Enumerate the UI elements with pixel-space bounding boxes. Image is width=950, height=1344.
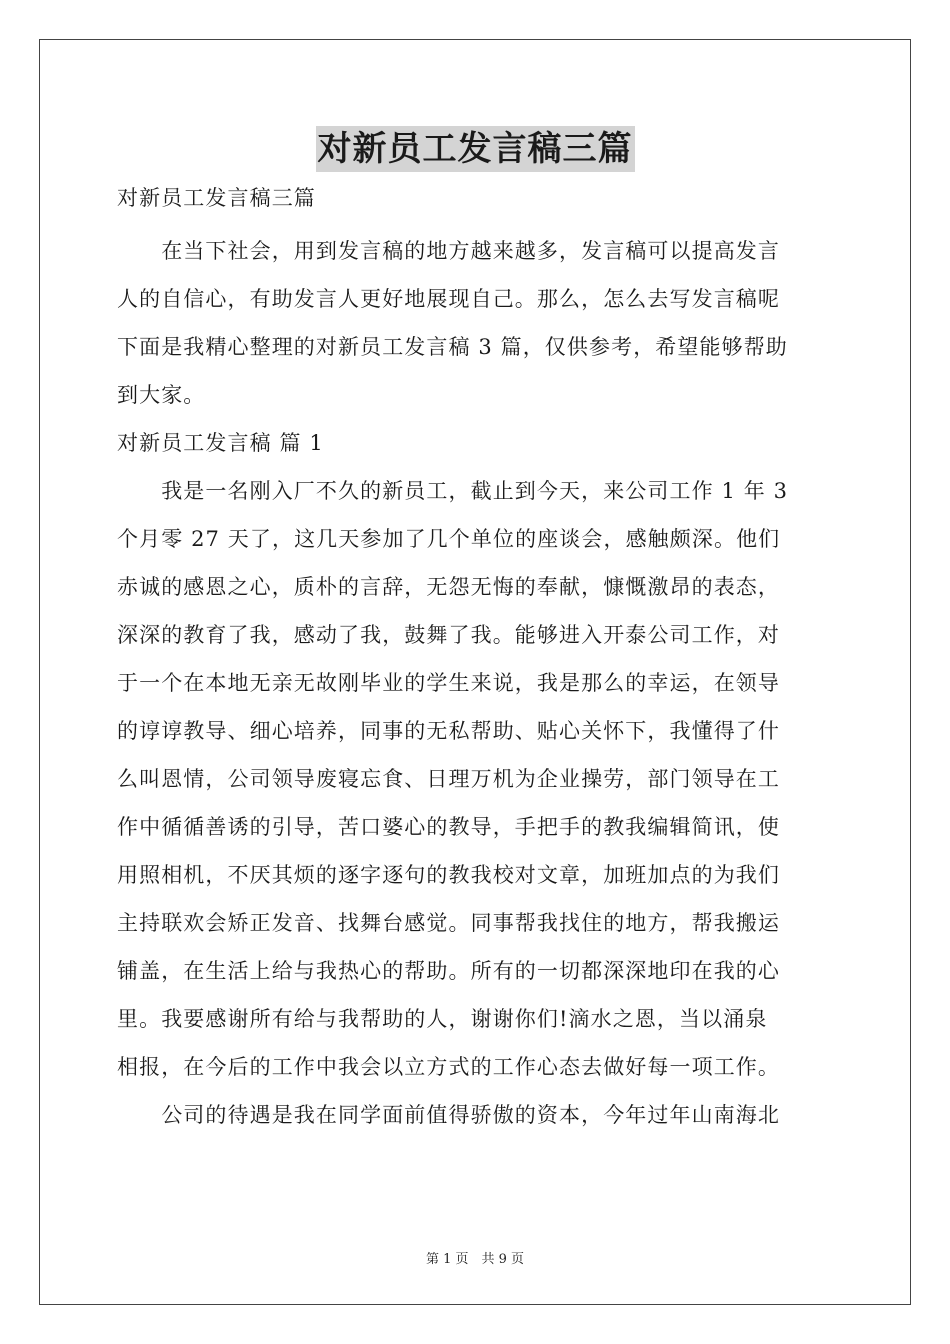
text-line: 铺盖，在生活上给与我热心的帮助。所有的一切都深深地印在我的心 [117, 959, 780, 983]
text-line: 相报，在今后的工作中我会以立方式的工作心态去做好每一项工作。 [117, 1055, 780, 1079]
text-line: 里。我要感谢所有给与我帮助的人，谢谢你们!滴水之恩，当以涌泉 [117, 1007, 768, 1031]
text-line: 作中循循善诱的引导，苦口婆心的教导，手把手的教我编辑简讯，使 [117, 815, 780, 839]
text-line: 下面是我精心整理的对新员工发言稿 3 篇，仅供参考，希望能够帮助 [117, 335, 788, 359]
section-heading: 对新员工发言稿 篇 1 [117, 431, 324, 455]
text-line: 么叫恩情，公司领导废寝忘食、日理万机为企业操劳，部门领导在工 [117, 767, 780, 791]
document-subtitle: 对新员工发言稿三篇 [117, 186, 316, 210]
intro-paragraph [117, 227, 837, 419]
text-line: 赤诚的感恩之心，质朴的言辞，无怨无悔的奉献，慷慨激昂的表态， [117, 575, 780, 599]
document-title: 对新员工发言稿三篇 [316, 126, 635, 172]
text-line: 主持联欢会矫正发音、找舞台感觉。同事帮我找住的地方，帮我搬运 [117, 911, 780, 935]
text-line: 在当下社会，用到发言稿的地方越来越多，发言稿可以提高发言 [117, 239, 780, 263]
section1-paragraph [117, 467, 837, 1139]
text-line: 于一个在本地无亲无故刚毕业的学生来说，我是那么的幸运，在领导 [117, 671, 780, 695]
text-line: 个月零 27 天了，这几天参加了几个单位的座谈会，感触颇深。他们 [117, 527, 781, 551]
text-line: 的谆谆教导、细心培养，同事的无私帮助、贴心关怀下，我懂得了什 [117, 719, 780, 743]
title-container [0, 126, 950, 172]
text-line: 人的自信心，有助发言人更好地展现自己。那么，怎么去写发言稿呢 [117, 287, 780, 311]
text-line: 公司的待遇是我在同学面前值得骄傲的资本，今年过年山南海北 [117, 1103, 780, 1127]
text-line: 到大家。 [117, 383, 206, 407]
text-line: 用照相机，不厌其烦的逐字逐句的教我校对文章，加班加点的为我们 [117, 863, 780, 887]
text-line: 我是一名刚入厂不久的新员工，截止到今天，来公司工作 1 年 3 [117, 479, 789, 503]
page-footer: 第 1 页 共 9 页 [425, 1252, 525, 1267]
text-line: 深深的教育了我，感动了我，鼓舞了我。能够进入开泰公司工作，对 [117, 623, 780, 647]
document-body [117, 180, 837, 1139]
